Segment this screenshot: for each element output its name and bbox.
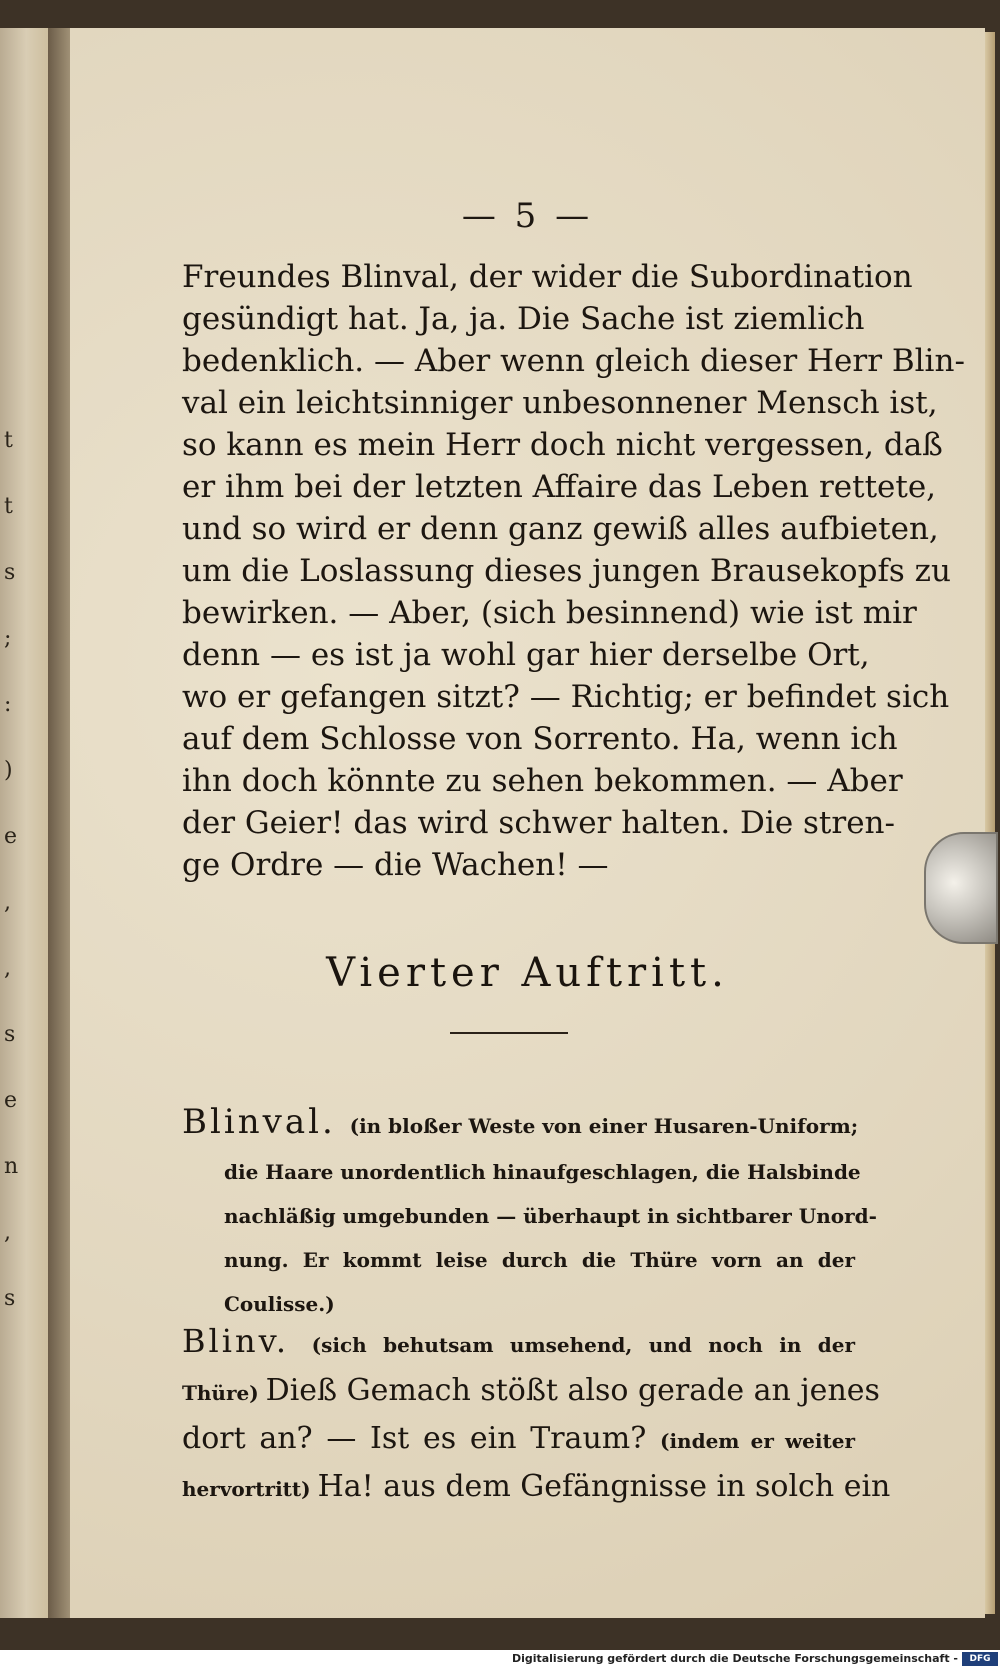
- stage-direction-line: Coulisse.): [224, 1292, 335, 1316]
- text-line: der Geier! das wird schwer halten. Die stren-: [182, 805, 895, 841]
- facing-page-mark: s: [4, 560, 16, 585]
- text-line: val ein leichtsinniger unbesonnener Mensch ist,: [182, 385, 938, 421]
- scene-heading: Vierter Auftritt.: [326, 950, 729, 996]
- text-line: und so wird er denn ganz gewiß alles aufbieten,: [182, 511, 939, 547]
- text-line: denn — es ist ja wohl gar hier derselbe Ort,: [182, 637, 870, 673]
- stage-direction-text: hervortritt): [182, 1477, 318, 1501]
- stage-direction-line: [182, 1100, 859, 1150]
- facing-page-mark: t: [4, 494, 13, 519]
- text-line: ge Ordre — die Wachen! —: [182, 847, 609, 883]
- facing-page-mark: ,: [4, 956, 11, 981]
- facing-page-mark: ): [4, 758, 13, 783]
- book-gutter: [48, 28, 70, 1618]
- facing-page-mark: ;: [4, 626, 12, 651]
- text-line: wo er gefangen sitzt? — Richtig; er befindet sich: [182, 679, 950, 715]
- text-line: um die Loslassung dieses jungen Brausekopfs zu: [182, 553, 951, 589]
- monologue-paragraph: [182, 256, 965, 886]
- text-line: ihn doch könnte zu sehen bekommen. — Aber: [182, 763, 903, 799]
- stage-direction-line: nachläßig umgebunden — überhaupt in sichtbarer Unord-: [224, 1204, 877, 1228]
- text-line: bedenklich. — Aber wenn gleich dieser Herr Blin-: [182, 343, 965, 379]
- speech-line: [182, 1464, 891, 1512]
- facing-page-mark: e: [4, 1088, 18, 1113]
- spoken-text: dort an? — Ist es ein Traum?: [182, 1421, 660, 1456]
- facing-page-marks: [4, 408, 34, 1508]
- text-line: bewirken. — Aber, (sich besinnend) wie ist mir: [182, 595, 917, 631]
- stage-direction-text: (sich behutsam umsehend, und noch in der: [311, 1333, 855, 1357]
- facing-page-mark: t: [4, 428, 13, 453]
- facing-page-mark: :: [4, 692, 12, 717]
- page-edge: [985, 32, 995, 1614]
- speech-line: [182, 1368, 880, 1416]
- page-clip: [924, 832, 998, 944]
- facing-page-mark: n: [4, 1154, 19, 1179]
- funding-credit: Digitalisierung gefördert durch die Deutsche Forschungsgemeinschaft -: [511, 1652, 958, 1665]
- facing-page-mark: s: [4, 1286, 16, 1311]
- stage-direction: [182, 1100, 877, 1326]
- speech-line: [182, 1318, 855, 1368]
- book-page: [70, 28, 985, 1618]
- text-line: Freundes Blinval, der wider die Subordination: [182, 259, 913, 295]
- facing-page-edge: [0, 28, 48, 1618]
- text-line: auf dem Schlosse von Sorrento. Ha, wenn ich: [182, 721, 898, 757]
- spoken-text: Ha! aus dem Gefängnisse in solch ein: [317, 1469, 891, 1504]
- facing-page-mark: s: [4, 1022, 16, 1047]
- facing-page-mark: ,: [4, 1220, 11, 1245]
- heading-rule: [450, 1032, 568, 1034]
- stage-direction-text: (in bloßer Weste von einer Husaren-Uniform;: [349, 1114, 859, 1138]
- facing-page-mark: ,: [4, 890, 11, 915]
- dfg-logo: DFG: [962, 1652, 998, 1666]
- text-line: gesündigt hat. Ja, ja. Die Sache ist ziemlich: [182, 301, 865, 337]
- speech-block: [182, 1318, 891, 1512]
- text-line: er ihm bei der letzten Affaire das Leben rettete,: [182, 469, 937, 505]
- page-number: — 5 —: [461, 196, 594, 236]
- stage-direction-text: (indem er weiter: [660, 1429, 856, 1453]
- facing-page-mark: e: [4, 824, 18, 849]
- speech-line: [182, 1416, 855, 1464]
- speaker-name: Blinv.: [182, 1322, 312, 1360]
- stage-direction-line: nung. Er kommt leise durch die Thüre vorn an der: [224, 1248, 855, 1272]
- spoken-text: Dieß Gemach stößt also gerade an jenes: [265, 1373, 880, 1408]
- stage-direction-text: Thüre): [182, 1381, 266, 1405]
- text-line: so kann es mein Herr doch nicht vergessen, daß: [182, 427, 943, 463]
- stage-direction-line: die Haare unordentlich hinaufgeschlagen, die Halsbinde: [224, 1160, 861, 1184]
- speaker-name: Blinval.: [182, 1102, 350, 1142]
